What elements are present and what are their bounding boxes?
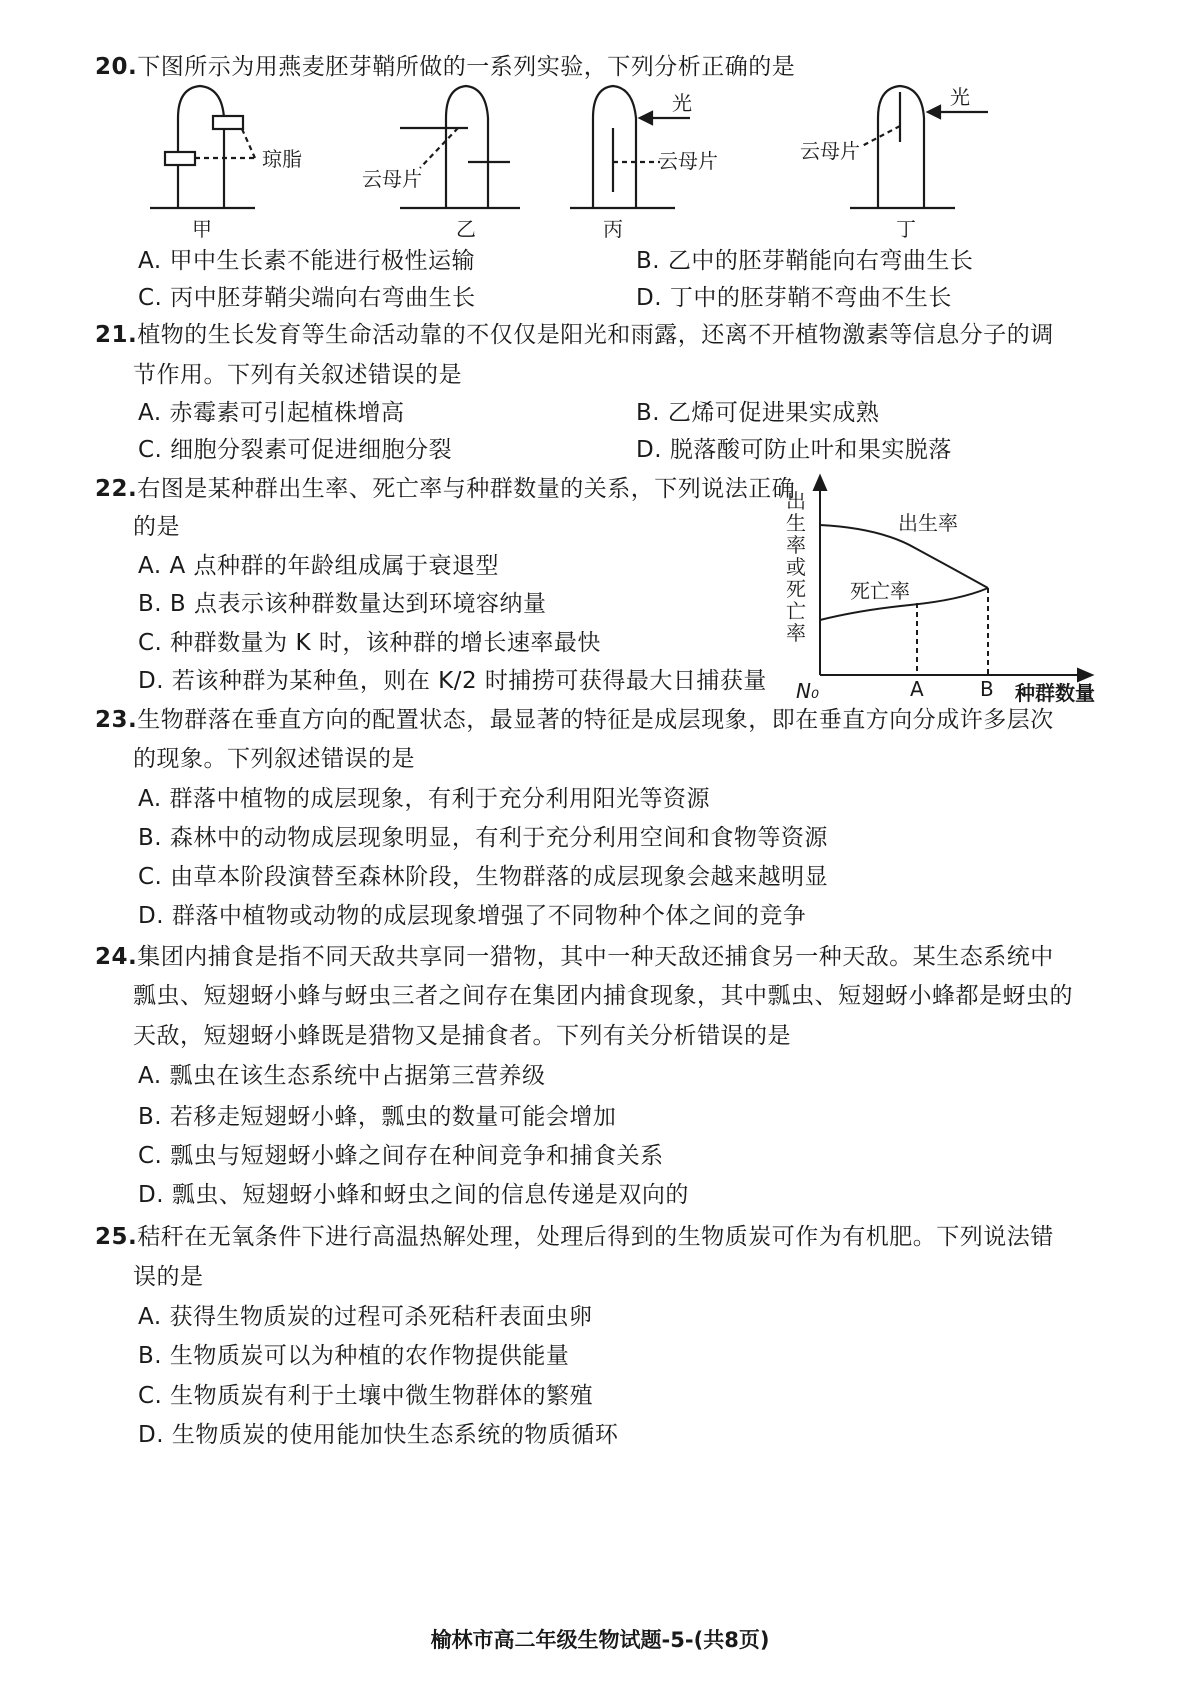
q25-stem-text1: 秸秆在无氧条件下进行高温热解处理，处理后得到的生物质炭可作为有机肥。下列说法错: [137, 1224, 1054, 1250]
q23-option-d: D. 群落中植物或动物的成层现象增强了不同物种个体之间的竞争: [138, 903, 807, 929]
q22-stem-line1: [95, 474, 795, 504]
q23-option-a: A. 群落中植物的成层现象，有利于充分利用阳光等资源: [138, 786, 710, 812]
q22-stem-line2: 的是: [133, 514, 180, 540]
x-axis-label: 种群数量: [1015, 681, 1095, 705]
q25-option-c: C. 生物质炭有利于土壤中微生物群体的繁殖: [138, 1383, 594, 1409]
q24-stem-line3: 天敌，短翅蚜小蜂既是猎物又是捕食者。下列有关分析错误的是: [133, 1023, 791, 1049]
q21-stem-text1: 植物的生长发育等生命活动靠的不仅仅是阳光和雨露，还离不开植物激素等信息分子的调: [137, 322, 1054, 348]
q21-option-d: D. 脱落酸可防止叶和果实脱落: [636, 437, 952, 463]
q24-option-d: D. 瓢虫、短翅蚜小蜂和蚜虫之间的信息传递是双向的: [138, 1182, 689, 1208]
q20-option-d: D. 丁中的胚芽鞘不弯曲不生长: [636, 285, 952, 311]
light-label-ding: 光: [950, 85, 970, 109]
q24-number: 24.: [95, 944, 138, 970]
caption-bing: 丙: [603, 217, 623, 241]
y-label-char-1: 出: [786, 489, 806, 513]
q23-stem-line1: [95, 705, 1054, 735]
q23-option-c: C. 由草本阶段演替至森林阶段，生物群落的成层现象会越来越明显: [138, 864, 829, 890]
q20-option-c: C. 丙中胚芽鞘尖端向右弯曲生长: [138, 285, 476, 311]
q20-figure: [0, 0, 1200, 260]
q23-number: 23.: [95, 707, 138, 733]
q24-option-c: C. 瓢虫与短翅蚜小蜂之间存在种间竞争和捕食关系: [138, 1143, 664, 1169]
caption-yi-visible: 乙: [456, 217, 476, 241]
y-label-char-3: 率: [786, 533, 806, 557]
q25-option-b: B. 生物质炭可以为种植的农作物提供能量: [138, 1343, 570, 1369]
q23-stem-line2: 的现象。下列叙述错误的是: [133, 746, 415, 772]
q21-option-a: A. 赤霉素可引起植株增高: [138, 400, 405, 426]
q21-option-b: B. 乙烯可促进果实成熟: [636, 400, 880, 426]
mica-label-ding: 云母片: [800, 139, 860, 163]
q24-stem-line2: 瓢虫、短翅蚜小蜂与蚜虫三者之间存在集团内捕食现象，其中瓢虫、短翅蚜小蜂都是蚜虫的: [133, 983, 1073, 1009]
q24-stem-line1: [95, 942, 1054, 972]
q22-option-b: B. B 点表示该种群数量达到环境容纳量: [138, 591, 547, 617]
point-a-label: A: [910, 677, 924, 701]
coleoptile-jia: [150, 86, 255, 208]
q24-option-a: A. 瓢虫在该生态系统中占据第三营养级: [138, 1063, 546, 1089]
point-b-label: B: [980, 677, 994, 701]
q23-stem-text1: 生物群落在垂直方向的配置状态，最显著的特征是成层现象，即在垂直方向分成许多层次: [137, 707, 1054, 733]
q24-option-b: B. 若移走短翅蚜小蜂，瓢虫的数量可能会增加: [138, 1104, 617, 1130]
q22-number: 22.: [95, 476, 138, 502]
q20-option-b: B. 乙中的胚芽鞘能向右弯曲生长: [636, 248, 974, 274]
q20-stem-text: 下图所示为用燕麦胚芽鞘所做的一系列实验，下列分析正确的是: [137, 54, 796, 80]
mica-label-bing: 云母片: [658, 149, 718, 173]
q21-stem-line1: [95, 320, 1054, 350]
y-axis-label: [786, 489, 806, 645]
q22-option-c: C. 种群数量为 K 时，该种群的增长速率最快: [138, 630, 601, 656]
y-axis-arrow: [814, 476, 826, 490]
y-label-char-4: 或: [786, 555, 806, 579]
caption-ding: 丁: [896, 217, 916, 241]
death-rate-label: 死亡率: [850, 579, 910, 603]
y-label-char-2: 生: [786, 511, 806, 535]
mica-label-yi: 云母片: [362, 167, 422, 191]
q25-stem-line1: [95, 1222, 1054, 1252]
q21-stem-line2: 节作用。下列有关叙述错误的是: [133, 362, 462, 388]
q22-option-a: A. A 点种群的年龄组成属于衰退型: [138, 553, 499, 579]
page-footer: 榆林市高二年级生物试题-5-(共8页): [430, 1628, 770, 1652]
q22-graph: [780, 470, 1110, 705]
q21-number: 21.: [95, 322, 138, 348]
q22-stem-text1: 右图是某种群出生率、死亡率与种群数量的关系，下列说法正确: [137, 476, 796, 502]
q25-number: 25.: [95, 1224, 138, 1250]
origin-label: N₀: [796, 679, 819, 703]
y-label-char-5: 死: [786, 577, 806, 601]
q25-stem-line2: 误的是: [133, 1264, 204, 1290]
agar-label: 琼脂: [262, 147, 302, 171]
q20-number: 20.: [95, 54, 138, 80]
q25-option-a: A. 获得生物质炭的过程可杀死秸秆表面虫卵: [138, 1304, 593, 1330]
x-axis-arrow: [1078, 669, 1092, 681]
caption-jia: 甲: [192, 217, 212, 241]
q21-option-c: C. 细胞分裂素可促进细胞分裂: [138, 437, 453, 463]
light-label-bing: 光: [672, 91, 692, 115]
q25-option-d: D. 生物质炭的使用能加快生态系统的物质循环: [138, 1422, 619, 1448]
q20-option-a: A. 甲中生长素不能进行极性运输: [138, 248, 475, 274]
q22-option-d: D. 若该种群为某种鱼，则在 K/2 时捕捞可获得最大日捕获量: [138, 668, 767, 694]
y-label-char-6: 亡: [786, 599, 806, 623]
y-label-char-7: 率: [786, 621, 806, 645]
q24-stem-text1: 集团内捕食是指不同天敌共享同一猎物，其中一种天敌还捕食另一种天敌。某生态系统中: [137, 944, 1054, 970]
birth-rate-label: 出生率: [898, 511, 958, 535]
q23-option-b: B. 森林中的动物成层现象明显，有利于充分利用空间和食物等资源: [138, 825, 828, 851]
